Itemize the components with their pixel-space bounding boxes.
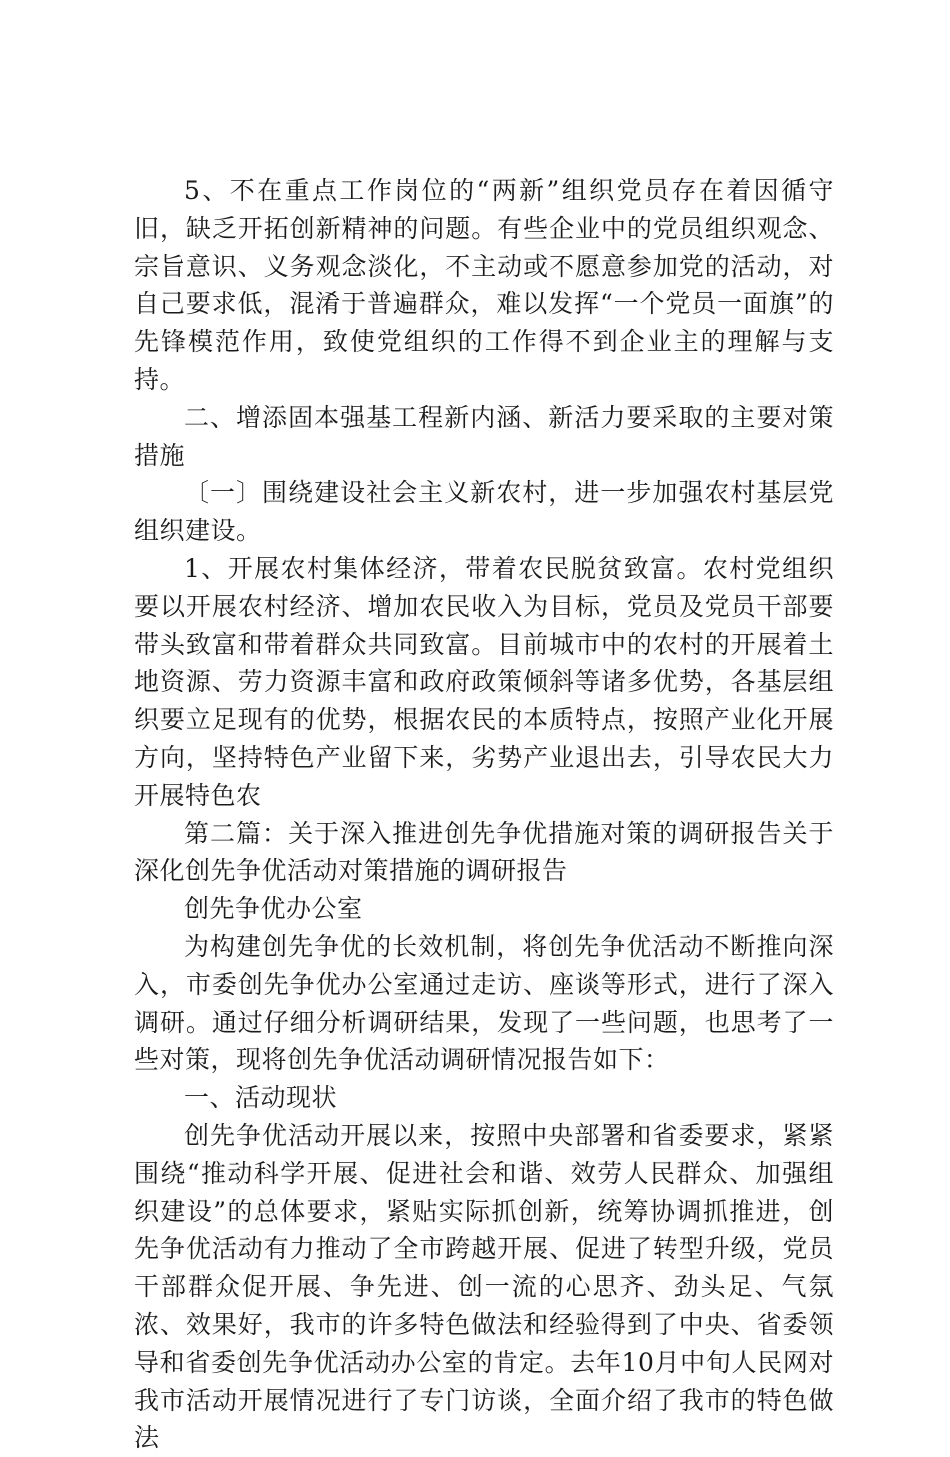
author-office: 创先争优办公室 [184, 894, 363, 924]
document-body [134, 172, 834, 1457]
paragraph-status: 创先争优活动开展以来，按照中央部署和省委要求，紧紧围绕“推动科学开展、促进社会和谐、效劳人民群众、加强组织建设”的总体要求，紧贴实际抓创新，统筹协调抓推进，创先争优活动有力推动了全市跨越开展、促进了转型升级，党员干部群众促开展、争先进、创一流的心思齐、劲头足、气氛浓、效果好，我市的许多特色做法和经验得到了中央、省委领导和省委创先争优活动办公室的肯定。去年10月中旬人民网对我市活动开展情况进行了专门访谈，全面介绍了我市的特色做法 [134, 1120, 834, 1453]
paragraph-intro: 为构建创先争优的长效机制，将创先争优活动不断推向深入，市委创先争优办公室通过走访、座谈等形式，进行了深入调研。通过仔细分析调研结果，发现了一些问题，也思考了一些对策，现将创先争优活动调研情况报告如下： [134, 931, 834, 1075]
paragraph-party-member-issue: 5、不在重点工作岗位的“两新”组织党员存在着因循守旧，缺乏开拓创新精神的问题。有些企业中的党员组织观念、宗旨意识、义务观念淡化，不主动或不愿意参加党的活动，对自己要求低，混淆于普遍群众，难以发挥“一个党员一面旗”的先锋模范作用，致使党组织的工作得不到企业主的理解与支持。 [134, 176, 834, 394]
paragraph-collective-economy: 1、开展农村集体经济，带着农民脱贫致富。农村党组织要以开展农村经济、增加农民收入为目标，党员及党员干部要带头致富和带着群众共同致富。目前城市中的农村的开展着土地资源、劳力资源丰富和政府政策倾斜等诸多优势，各基层组织要立足现有的优势，根据农民的本质特点，按照产业化开展方向，坚持特色产业留下来，劣势产业退出去，引导农民大力开展特色农 [134, 553, 834, 810]
section-heading-status: 一、活动现状 [184, 1083, 338, 1113]
chapter-title-second: 第二篇：关于深入推进创先争优措施对策的调研报告关于深化创先争优活动对策措施的调研报告 [134, 818, 834, 886]
subsection-heading-rural: 〔一〕围绕建设社会主义新农村，进一步加强农村基层党组织建设。 [134, 478, 834, 546]
section-heading-measures: 二、增添固本强基工程新内涵、新活力要采取的主要对策措施 [134, 402, 834, 470]
